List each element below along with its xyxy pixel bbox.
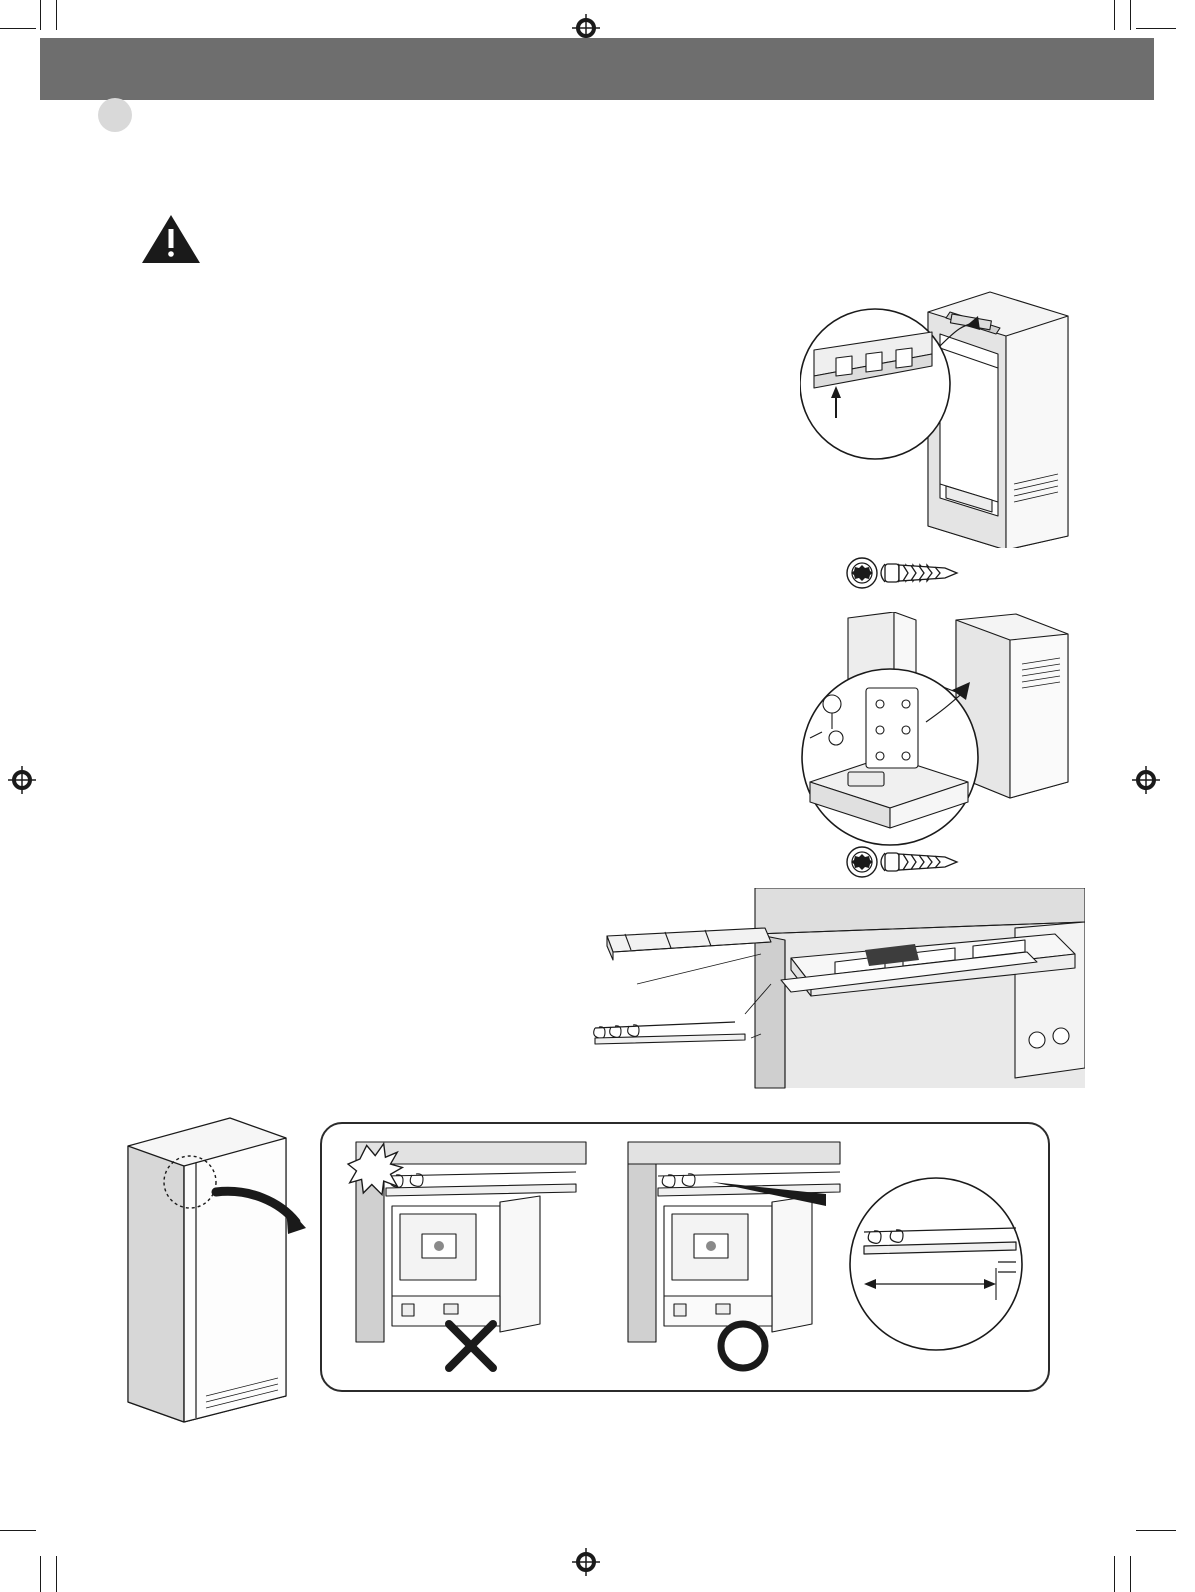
comparison-incorrect-illustration bbox=[340, 1136, 590, 1346]
hardware-icons-bottom-bracket bbox=[845, 845, 985, 879]
page-header-band bbox=[40, 38, 1154, 100]
circle-mark-icon bbox=[715, 1318, 771, 1374]
warning-triangle-icon bbox=[140, 212, 202, 266]
torx-screw-head-icon bbox=[847, 558, 877, 588]
step-number-badge bbox=[98, 98, 132, 132]
crop-mark-bottom-right-v bbox=[1114, 1556, 1115, 1592]
cross-mark-icon bbox=[443, 1318, 499, 1374]
crop-mark-left-bottom-h bbox=[0, 1530, 36, 1531]
comparison-correct-illustration bbox=[612, 1136, 862, 1346]
figure-appliance-front bbox=[110, 1110, 310, 1425]
crop-mark-top-left-v bbox=[56, 0, 57, 30]
crop-mark-bottom-right-v2 bbox=[1130, 1556, 1131, 1592]
wood-screw-icon bbox=[881, 853, 957, 871]
crop-mark-top-left-v2 bbox=[40, 0, 41, 30]
hardware-icons-top-bracket bbox=[845, 556, 985, 590]
crop-mark-bottom-left-v2 bbox=[40, 1556, 41, 1592]
wood-screw-icon bbox=[881, 564, 957, 582]
registration-mark-left bbox=[8, 766, 36, 794]
registration-mark-right bbox=[1132, 766, 1160, 794]
figure-bottom-hinge-bracket bbox=[770, 612, 1070, 862]
registration-mark-bottom bbox=[572, 1548, 600, 1576]
crop-mark-bottom-left-v bbox=[56, 1556, 57, 1592]
comparison-clearance-detail bbox=[848, 1176, 1024, 1352]
crop-mark-right-top-h bbox=[1136, 28, 1176, 29]
torx-screw-head-icon bbox=[847, 847, 877, 877]
crop-mark-top-right-v2 bbox=[1130, 0, 1131, 30]
crop-mark-top-right-v bbox=[1114, 0, 1115, 30]
figure-slide-rail-assembly bbox=[585, 888, 1085, 1106]
crop-mark-right-bottom-h bbox=[1136, 1530, 1176, 1531]
crop-mark-left-top-h bbox=[0, 28, 36, 29]
figure-top-mounting-bracket bbox=[800, 288, 1090, 548]
